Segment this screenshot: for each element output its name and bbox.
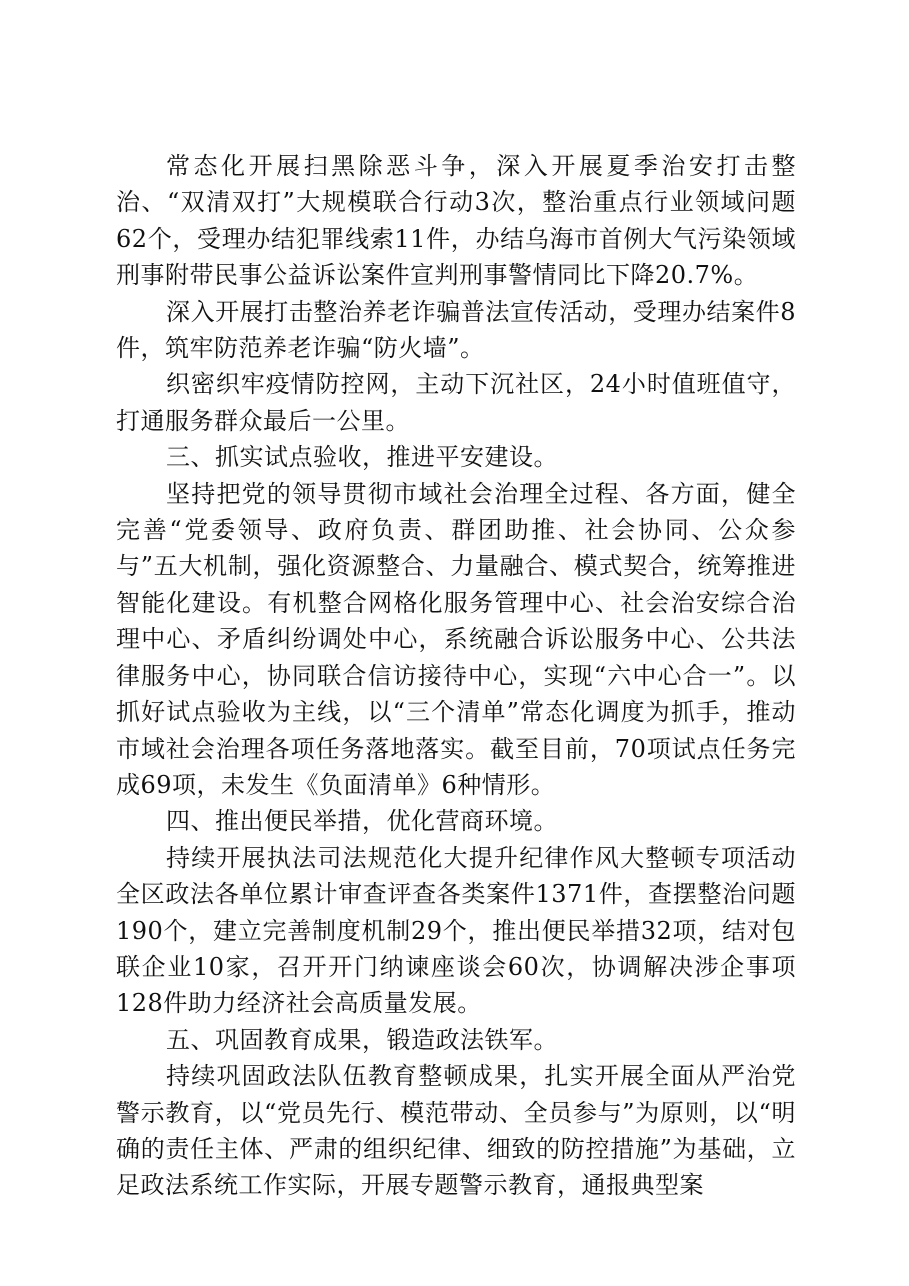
paragraph-business-environment: 持续开展执法司法规范化大提升纪律作风大整顿专项活动全区政法各单位累计审查评查各类案件1371件，查摆整治问题190个，建立完善制度机制29个，推出便民举措32项，结对包联企业10家，召开开门纳谏座谈会60次，协调解决涉企事项128件助力经济社会高质量发展。 [116, 843, 796, 1018]
section-heading-5: 五、巩固教育成果，锻造政法铁军。 [166, 1025, 558, 1054]
paragraph-governance-pilot: 坚持把党的领导贯彻市域社会治理全过程、各方面，健全完善“党委领导、政府负责、群团助推、社会协同、公众参与”五大机制，强化资源整合、力量融合、模式契合，统筹推进智能化建设。有机整合网格化服务管理中心、社会治安综合治理中心、矛盾纠纷调处中心，系统融合诉讼服务中心、公共法律服务中心，协同联合信访接待中心，实现“六中心合一”。以抓好试点验收为主线，以“三个清单”常态化调度为抓手，推动市域社会治理各项任务落地落实。截至目前，70项试点任务完成69项，未发生《负面清单》6种情形。 [116, 479, 796, 799]
paragraph-education-results: 持续巩固政法队伍教育整顿成果，扎实开展全面从严治党警示教育，以“党员先行、模范带动、全员参与”为原则，以“明确的责任主体、严肃的组织纪律、细致的防控措施”为基础，立足政法系统工作实际，开展专题警示教育，通报典型案 [116, 1062, 796, 1200]
paragraph-crime-crackdown: 常态化开展扫黑除恶斗争，深入开展夏季治安打击整治、“双清双打”大规模联合行动3次，整治重点行业领域问题62个，受理办结犯罪线索11件，办结乌海市首例大气污染领域刑事附带民事公益诉讼案件宣判刑事警情同比下降20.7%。 [116, 152, 796, 290]
paragraph-epidemic-control: 织密织牢疫情防控网，主动下沉社区，24小时值班值守，打通服务群众最后一公里。 [116, 370, 796, 435]
section-heading-4: 四、推出便民举措，优化营商环境。 [166, 807, 558, 836]
paragraph-elderly-fraud: 深入开展打击整治养老诈骗普法宣传活动，受理办结案件8件，筑牢防范养老诈骗“防火墙”。 [116, 297, 796, 363]
document-body [116, 148, 796, 1204]
section-heading-3: 三、抓实试点验收，推进平安建设。 [166, 443, 558, 472]
